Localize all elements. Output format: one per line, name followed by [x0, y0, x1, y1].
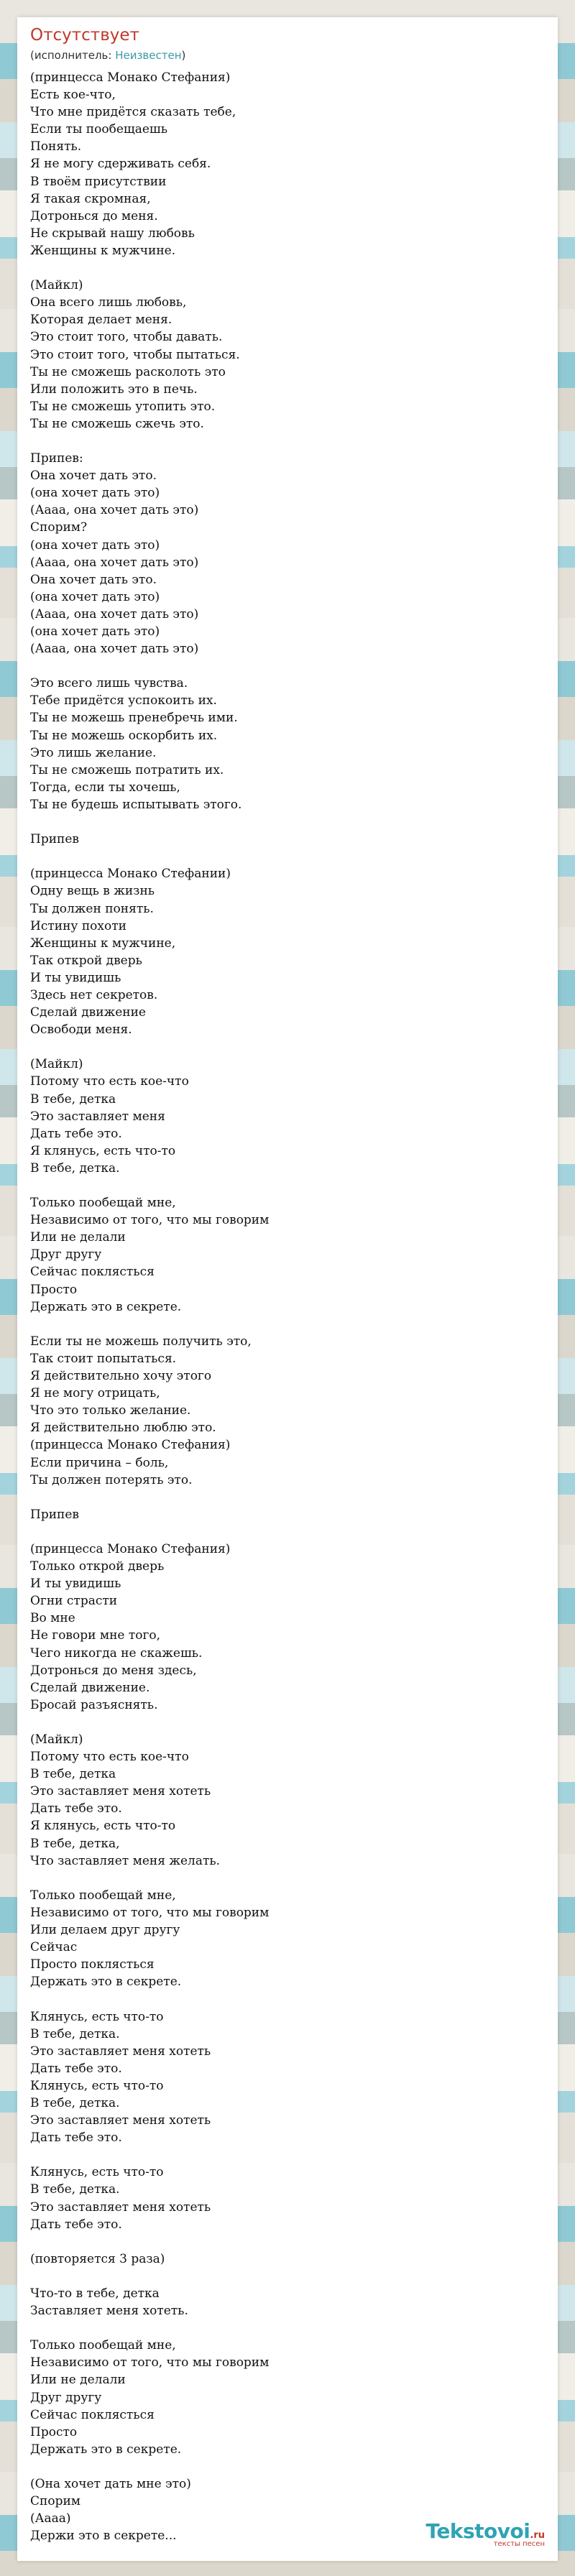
lyrics-card — [17, 17, 558, 2561]
lyrics-text: (принцесса Монако Стефания) Есть кое-что, Что мне придётся сказать тебе, Если ты пообещаешь Понять. Я не могу сдерживать себя. В твоём присутствии Я такая скромная, Дотронься до меня. Не скрывай нашу любовь Женщины к мужчине. (Майкл) Она всего лишь любовь, Которая делает меня. Это стоит того, чтобы давать. Это стоит того, чтобы пытаться. Ты не сможешь расколоть это Или положить это в печь. Ты не сможешь утопить это. Ты не сможешь сжечь это. Припев: Она хочет дать это. (она хочет дать это) (Аааа, она хочет дать это) Спорим? (она хочет дать это) (Аааа, она хочет дать это) Она хочет дать это. (она хочет дать это) (Аааа, она хочет дать это) (она хочет дать это) (Аааа, она хочет дать это) Это всего лишь чувства. Тебе придётся успокоить их. Ты не можешь пренебречь ими. Ты не можешь оскорбить их. Это лишь желание. Ты не сможешь потратить их. Тогда, если ты хочешь, Ты не будешь испытывать этого. Припев (принцесса Монако Стефании) Одну вещь в жизнь Ты должен понять. Истину похоти Женщины к мужчине, Так открой дверь И ты увидишь Здесь нет секретов. Сделай движение Освободи меня. (Майкл) Потому что есть кое-что В тебе, детка Это заставляет меня Дать тебе это. Я клянусь, есть что-то В тебе, детка. Только пообещай мне, Независимо от того, что мы говорим Или не делали Друг другу Сейчас поклясться Просто Держать это в секрете. Если ты не можешь получить это, Так стоит попытаться. Я действительно хочу этого Я не могу отрицать, Что это только желание. Я действительно люблю это. (принцесса Монако Стефания) Если причина – боль, Ты должен потерять это. Припев (принцесса Монако Стефания) Только открой дверь И ты увидишь Огни страсти Во мне Не говори мне того, Чего никогда не скажешь. Дотронься до меня здесь, Сделай движение. Бросай разъяснять. (Майкл) Потому что есть кое-что В тебе, детка Это заставляет меня хотеть Дать тебе это. Я клянусь, есть что-то В тебе, детка, Что заставляет меня желать. Только пообещай мне, Независимо от того, что мы говорим Или делаем друг другу Сейчас Просто поклясться Держать это в секрете. Клянусь, есть что-то В тебе, детка. Это заставляет меня хотеть Дать тебе это. Клянусь, есть что-то В тебе, детка. Это заставляет меня хотеть Дать тебе это. Клянусь, есть что-то В тебе, детка. Это заставляет меня хотеть Дать тебе это. (повторяется 3 раза) Что-то в тебе, детка Заставляет меня хотеть. Только пообещай мне, Независимо от того, что мы говорим Или не делали Друг другу Сейчас поклясться Просто Держать это в секрете. (Она хочет дать мне это) Спорим (Аааа) Держи это в секрете... — [30, 70, 270, 2544]
artist-line — [30, 49, 185, 62]
site-logo[interactable] — [426, 2519, 545, 2548]
artist-prefix: (исполнитель: — [30, 49, 116, 62]
logo-tagline: тексты песен — [493, 2540, 545, 2548]
artist-suffix: ) — [181, 49, 186, 62]
logo-suffix: .ru — [530, 2530, 545, 2541]
artist-link[interactable]: Неизвестен — [115, 49, 182, 62]
logo-name: Tekstovoi — [426, 2519, 530, 2543]
song-title: Отсутствует — [30, 26, 139, 45]
